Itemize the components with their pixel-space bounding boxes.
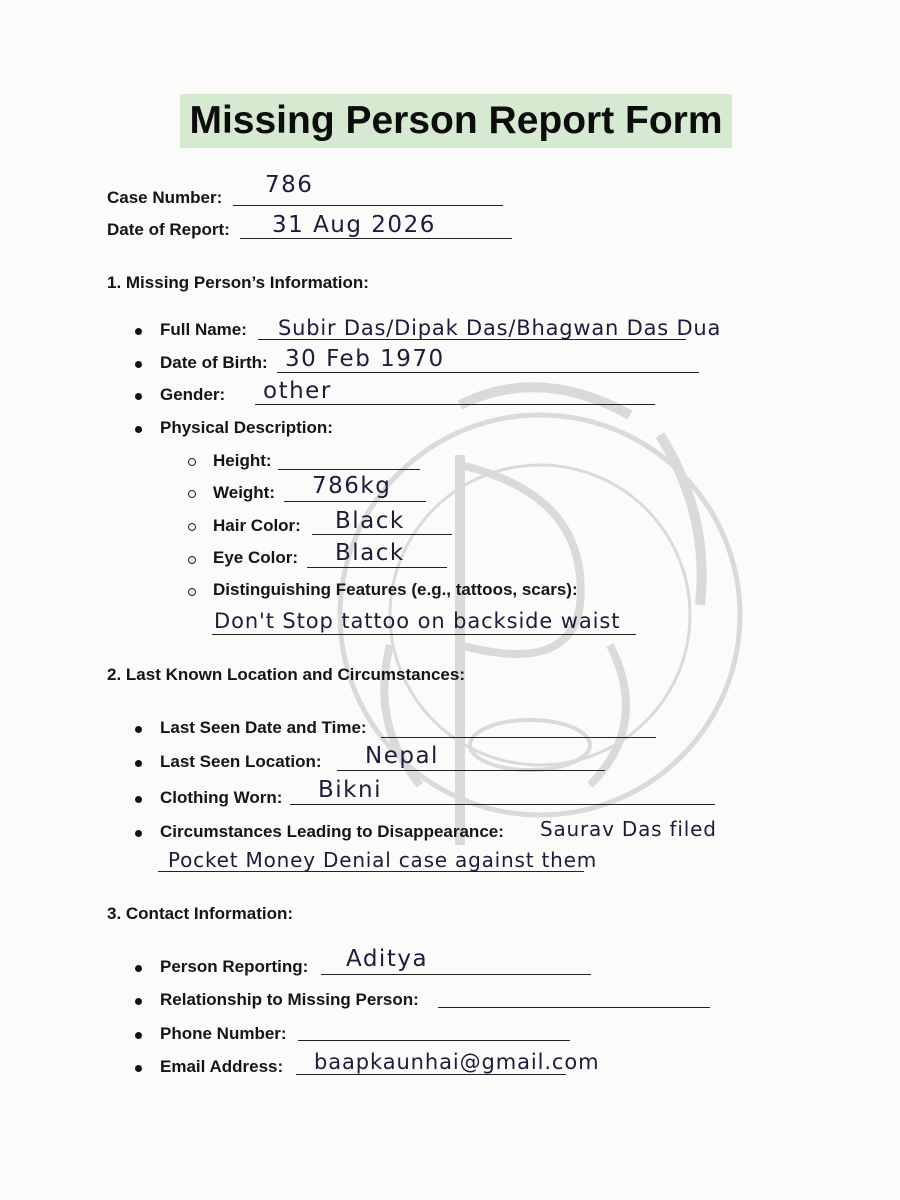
- person-reporting-line: [321, 974, 591, 975]
- height-line: [278, 469, 420, 470]
- hair-color-line: [312, 534, 452, 535]
- last-seen-location-value[interactable]: Nepal: [365, 743, 439, 769]
- section-last-known-heading: 2. Last Known Location and Circumstances:: [107, 665, 466, 684]
- section-missing-person-heading: 1. Missing Person’s Information:: [107, 273, 369, 292]
- last-seen-datetime-line: [381, 737, 656, 738]
- bullet-icon: [135, 796, 142, 803]
- bullet-icon: [135, 760, 142, 767]
- sub-bullet-icon: [188, 458, 196, 466]
- phone-number-line: [298, 1040, 570, 1041]
- bullet-icon: [135, 830, 142, 837]
- bullet-icon: [135, 1032, 142, 1039]
- full-name-value[interactable]: Subir Das/Dipak Das/Bhagwan Das Dua: [278, 316, 722, 340]
- eye-color-value[interactable]: Black: [335, 540, 405, 566]
- height-label: Height:: [213, 451, 272, 470]
- email-address-label: Email Address:: [160, 1057, 284, 1076]
- physical-description-label: Physical Description:: [160, 418, 333, 437]
- case-number-label: Case Number:: [107, 188, 223, 207]
- relationship-line: [438, 1007, 710, 1008]
- sub-bullet-icon: [188, 556, 196, 564]
- person-reporting-label: Person Reporting:: [160, 957, 309, 976]
- page-title: Missing Person Report Form: [189, 99, 723, 142]
- case-number-value[interactable]: 786: [265, 172, 314, 198]
- relationship-label: Relationship to Missing Person:: [160, 990, 419, 1009]
- section-contact-heading: 3. Contact Information:: [107, 904, 294, 923]
- sub-bullet-icon: [188, 523, 196, 531]
- last-seen-datetime-label: Last Seen Date and Time:: [160, 718, 367, 737]
- last-seen-location-line: [337, 770, 605, 771]
- eye-color-label: Eye Color:: [213, 548, 299, 567]
- gender-label: Gender:: [160, 385, 226, 404]
- date-of-report-value[interactable]: 31 Aug 2026: [272, 212, 436, 238]
- weight-line: [284, 501, 426, 502]
- date-of-birth-label: Date of Birth:: [160, 353, 268, 372]
- sub-bullet-icon: [188, 490, 196, 498]
- clothing-worn-label: Clothing Worn:: [160, 788, 283, 807]
- bullet-icon: [135, 998, 142, 1005]
- date-of-birth-value[interactable]: 30 Feb 1970: [285, 346, 445, 372]
- distinguishing-features-label: Distinguishing Features (e.g., tattoos, scars):: [213, 580, 578, 599]
- bullet-icon: [135, 361, 142, 368]
- date-of-report-line: [240, 238, 512, 239]
- distinguishing-features-line: [212, 634, 636, 635]
- bullet-icon: [135, 426, 142, 433]
- person-reporting-value[interactable]: Aditya: [346, 946, 429, 972]
- distinguishing-features-value[interactable]: Don't Stop tattoo on backside waist: [214, 609, 621, 633]
- hair-color-value[interactable]: Black: [335, 508, 405, 534]
- phone-number-label: Phone Number:: [160, 1024, 287, 1043]
- gender-line: [255, 404, 655, 405]
- date-of-report-label: Date of Report:: [107, 220, 230, 239]
- email-address-value[interactable]: baapkaunhai@gmail.com: [314, 1050, 600, 1074]
- bullet-icon: [135, 1065, 142, 1072]
- eye-color-line: [307, 567, 447, 568]
- email-address-line: [296, 1074, 566, 1075]
- circumstances-value-line1[interactable]: Saurav Das filed: [540, 817, 717, 841]
- bullet-icon: [135, 393, 142, 400]
- bullet-icon: [135, 726, 142, 733]
- full-name-label: Full Name:: [160, 320, 247, 339]
- sub-bullet-icon: [188, 588, 196, 596]
- case-number-line: [233, 205, 503, 206]
- gender-value[interactable]: other: [263, 378, 332, 404]
- circumstances-value-line2[interactable]: Pocket Money Denial case against them: [168, 848, 598, 872]
- last-seen-location-label: Last Seen Location:: [160, 752, 322, 771]
- bullet-icon: [135, 328, 142, 335]
- weight-label: Weight:: [213, 483, 276, 502]
- date-of-birth-line: [277, 372, 699, 373]
- hair-color-label: Hair Color:: [213, 516, 301, 535]
- circumstances-label: Circumstances Leading to Disappearance:: [160, 822, 504, 841]
- clothing-worn-value[interactable]: Bikni: [318, 777, 382, 803]
- weight-value[interactable]: 786kg: [312, 473, 392, 499]
- clothing-worn-line: [290, 804, 715, 805]
- bullet-icon: [135, 965, 142, 972]
